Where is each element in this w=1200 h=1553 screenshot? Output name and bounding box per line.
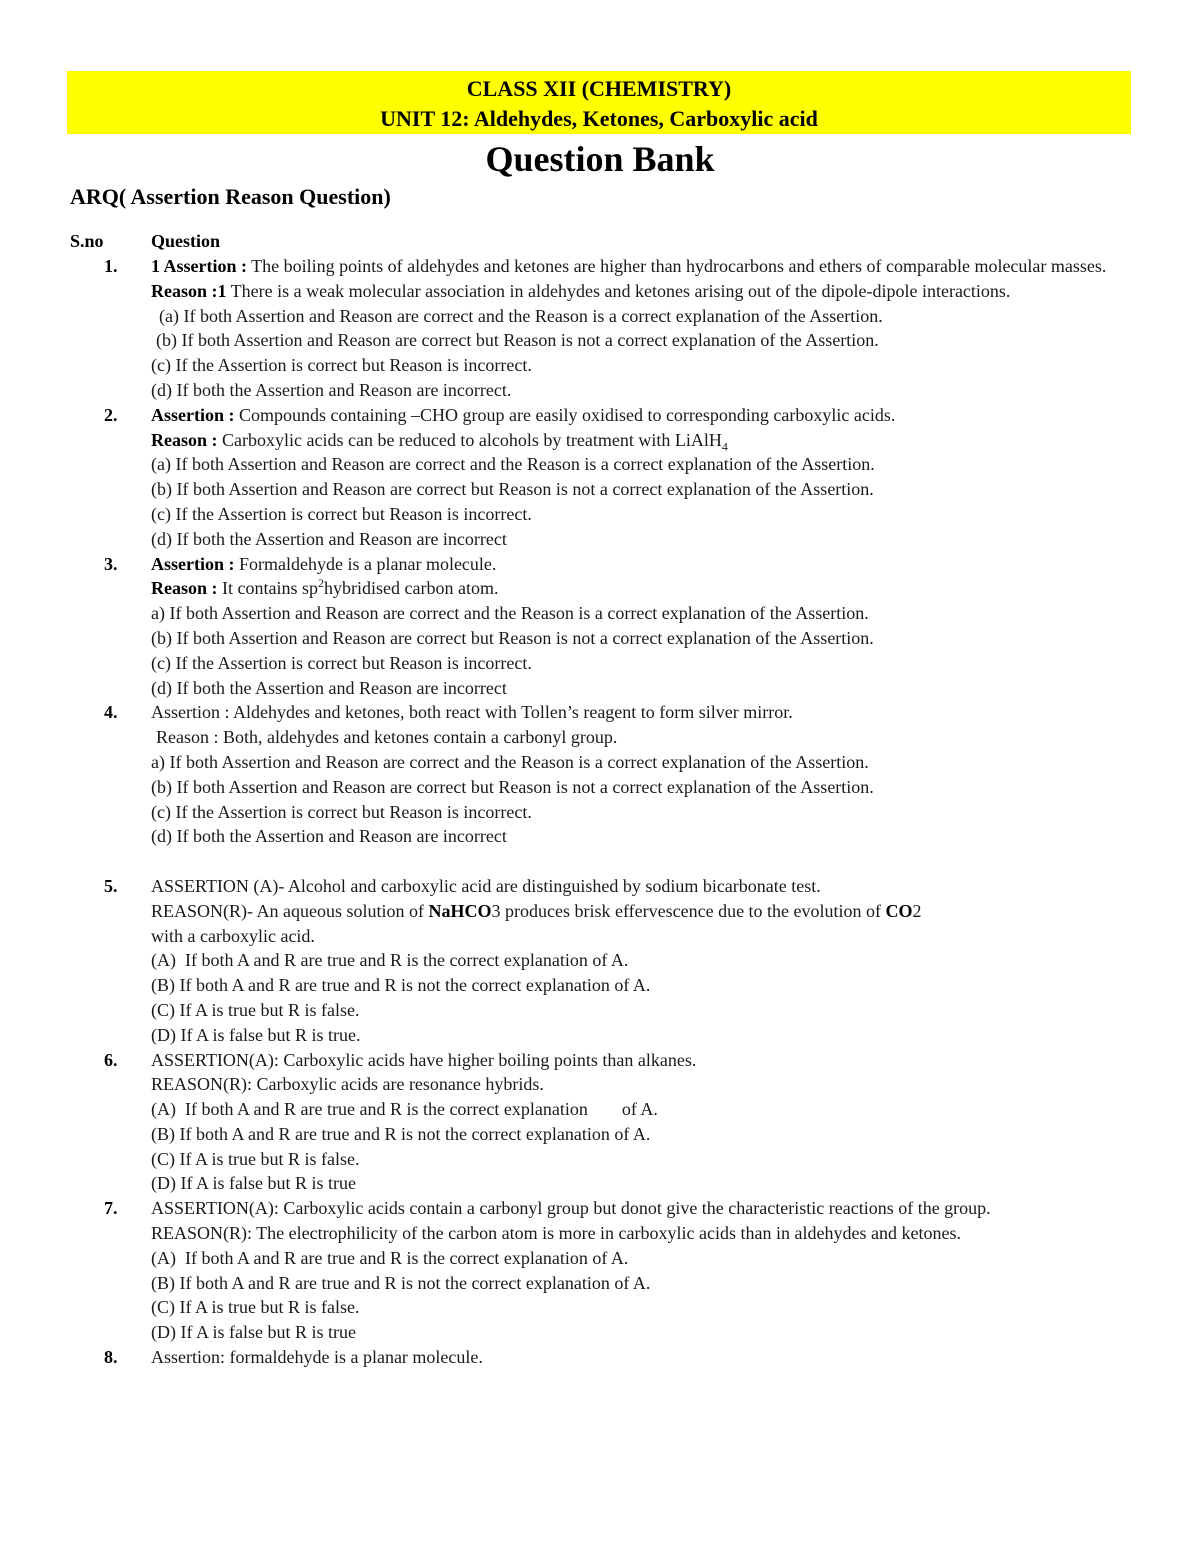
option-c: (c) If the Assertion is correct but Reason is incorrect. <box>151 355 532 376</box>
formula-co: CO <box>885 900 913 921</box>
assertion-content: Compounds containing –CHO group are easily oxidised to corresponding carboxylic acids. <box>234 404 896 425</box>
question-2 <box>0 403 1200 552</box>
reason-text-continued: with a carboxylic acid. <box>151 925 315 946</box>
reason-label: Reason :1 <box>151 280 227 301</box>
option-a: (A) If both A and R are true and R is the correct explanation of A. <box>151 1099 658 1120</box>
reason-content-end: 2 <box>912 900 922 921</box>
assertion-text: ASSERTION(A): Carboxylic acids have higher boiling points than alkanes. <box>151 1049 697 1070</box>
question-8 <box>0 1345 1200 1370</box>
option-d: (D) If A is false but R is true <box>151 1173 356 1194</box>
reason-label: Reason : <box>151 429 218 450</box>
question-7 <box>0 1196 1200 1345</box>
question-list <box>0 254 1200 1370</box>
option-d: (D) If A is false but R is true. <box>151 1024 361 1045</box>
option-c: (c) If the Assertion is correct but Reason is incorrect. <box>151 652 532 673</box>
assertion-label: Assertion : <box>151 553 235 574</box>
option-c: (C) If A is true but R is false. <box>151 999 360 1020</box>
class-heading: CLASS XII (CHEMISTRY) <box>466 76 732 101</box>
reason-content: Carboxylic acids can be reduced to alcohols by treatment with LiAlH <box>217 429 722 450</box>
option-a: (A) If both A and R are true and R is the correct explanation of A. <box>151 1247 629 1268</box>
option-d: (d) If both the Assertion and Reason are incorrect. <box>151 379 512 400</box>
reason-text <box>151 576 1111 601</box>
reason-content: It contains sp <box>217 578 318 599</box>
question-number: 1. <box>104 256 118 276</box>
reason-content-mid: 3 produces brisk effervescence due to the evolution of <box>491 900 886 921</box>
reason-text: REASON(R): Carboxylic acids are resonance hybrids. <box>151 1074 544 1095</box>
assertion-text <box>151 254 1111 279</box>
reason-text: Reason : Both, aldehydes and ketones contain a carbonyl group. <box>156 727 618 748</box>
question-number: 8. <box>104 1347 118 1368</box>
assertion-label: 1 Assertion : <box>151 256 247 276</box>
option-d: (d) If both the Assertion and Reason are incorrect <box>151 528 507 549</box>
question-6 <box>0 1048 1200 1197</box>
option-d: (D) If A is false but R is true <box>151 1322 356 1343</box>
option-c: (C) If A is true but R is false. <box>151 1148 360 1169</box>
option-a: a) If both Assertion and Reason are correct and the Reason is a correct explanation of the Assertion. <box>151 751 869 772</box>
assertion-text <box>151 403 1111 428</box>
document-title: Question Bank <box>485 139 715 179</box>
question-3 <box>0 552 1200 701</box>
reason-content: There is a weak molecular association in aldehydes and ketones arising out of the dipole-dipole interactions. <box>226 280 1011 301</box>
option-b: (b) If both Assertion and Reason are correct but Reason is not a correct explanation of the Assertion. <box>151 627 874 648</box>
option-b: (b) If both Assertion and Reason are correct but Reason is not a correct explanation of the Assertion. <box>151 479 874 500</box>
question-number: 7. <box>104 1198 118 1219</box>
reason-text <box>151 899 1111 924</box>
option-d: (d) If both the Assertion and Reason are incorrect <box>151 677 507 698</box>
option-c: (c) If the Assertion is correct but Reason is incorrect. <box>151 801 532 822</box>
superscript: 2 <box>318 576 324 591</box>
option-a: a) If both Assertion and Reason are correct and the Reason is a correct explanation of the Assertion. <box>151 603 869 624</box>
question-number: 3. <box>104 553 118 574</box>
blank-line <box>0 849 1200 874</box>
option-b: (B) If both A and R are true and R is not the correct explanation of A. <box>151 1272 651 1293</box>
question-number: 6. <box>104 1049 118 1070</box>
reason-label: Reason : <box>151 578 218 599</box>
question-4 <box>0 700 1200 849</box>
assertion-content: Formaldehyde is a planar molecule. <box>234 553 497 574</box>
option-c: (C) If A is true but R is false. <box>151 1297 360 1318</box>
sno-column-header: S.no <box>70 231 104 251</box>
option-b: (B) If both A and R are true and R is not the correct explanation of A. <box>151 1123 651 1144</box>
reason-text <box>151 279 1111 304</box>
reason-content: REASON(R)- An aqueous solution of <box>151 900 429 921</box>
option-d: (d) If both the Assertion and Reason are incorrect <box>151 826 507 847</box>
option-b: (B) If both A and R are true and R is not the correct explanation of A. <box>151 975 651 996</box>
assertion-text: ASSERTION(A): Carboxylic acids contain a carbonyl group but donot give the characteristic reactions of the group. <box>151 1198 991 1219</box>
option-a: (a) If both Assertion and Reason are correct and the Reason is a correct explanation of the Assertion. <box>159 305 883 326</box>
question-1 <box>0 254 1200 403</box>
assertion-text: Assertion : Aldehydes and ketones, both react with Tollen’s reagent to form silver mirror. <box>151 702 793 723</box>
assertion-text: ASSERTION (A)- Alcohol and carboxylic acid are distinguished by sodium bicarbonate test. <box>151 875 821 896</box>
option-a: (a) If both Assertion and Reason are correct and the Reason is a correct explanation of the Assertion. <box>151 454 875 475</box>
option-a: (A) If both A and R are true and R is the correct explanation of A. <box>151 950 629 971</box>
assertion-label: Assertion : <box>151 404 235 425</box>
section-title: ARQ( Assertion Reason Question) <box>70 184 391 209</box>
option-b: (b) If both Assertion and Reason are correct but Reason is not a correct explanation of the Assertion. <box>156 330 879 351</box>
reason-text <box>151 428 1111 453</box>
assertion-text <box>151 552 1111 577</box>
question-number: 4. <box>104 702 118 723</box>
unit-heading: UNIT 12: Aldehydes, Ketones, Carboxylic acid <box>380 106 818 131</box>
question-number: 5. <box>104 875 118 896</box>
reason-content-end: hybridised carbon atom. <box>324 578 499 599</box>
reason-text: REASON(R): The electrophilicity of the carbon atom is more in carboxylic acids than in aldehydes and ketones. <box>151 1223 961 1244</box>
question-column-header: Question <box>151 231 221 251</box>
header-banner <box>67 71 1131 134</box>
formula-nahco: NaHCO <box>428 900 492 921</box>
assertion-content: The boiling points of aldehydes and ketones are higher than hydrocarbons and ethers of comparable molecular masses. <box>247 256 1107 276</box>
option-b: (b) If both Assertion and Reason are correct but Reason is not a correct explanation of the Assertion. <box>151 776 874 797</box>
option-c: (c) If the Assertion is correct but Reason is incorrect. <box>151 503 532 524</box>
question-number: 2. <box>104 404 118 425</box>
question-5 <box>0 874 1200 1048</box>
subscript: 4 <box>721 439 728 454</box>
assertion-text: Assertion: formaldehyde is a planar molecule. <box>151 1347 483 1368</box>
